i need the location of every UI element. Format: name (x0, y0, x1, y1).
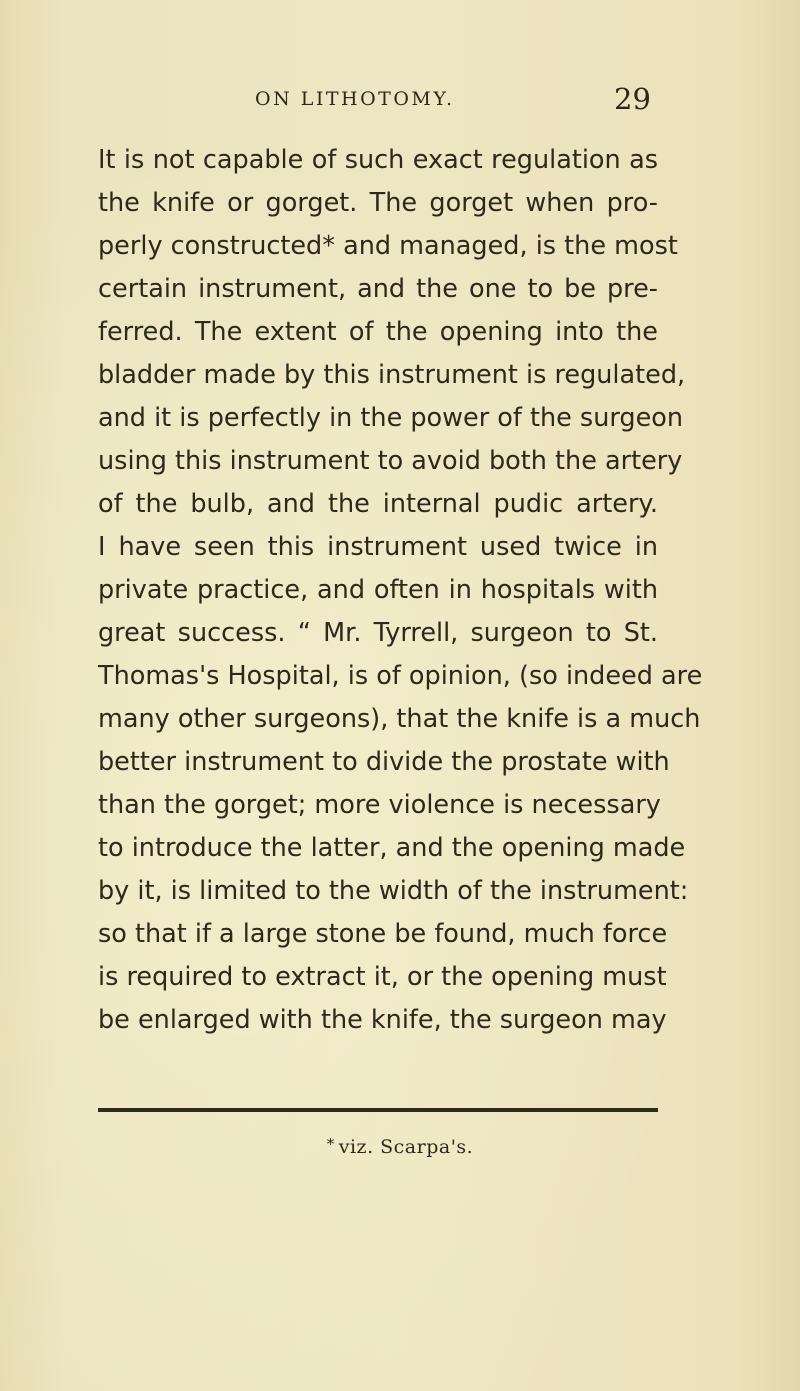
text-line: using this instrument to avoid both the artery (98, 446, 683, 476)
running-head (0, 82, 800, 122)
text-line: great success. “ Mr. Tyrrell, surgeon to St. (98, 618, 658, 648)
text-line: of the bulb, and the internal pudic artery. (98, 489, 658, 519)
body-text (98, 139, 703, 1042)
text-line: to introduce the latter, and the opening made (98, 833, 686, 863)
text-line: and it is perfectly in the power of the surgeon (98, 403, 684, 433)
text-line: than the gorget; more violence is necessary (98, 790, 661, 820)
footnote-mark: * (326, 1135, 335, 1153)
page-number: 29 (614, 82, 651, 116)
text-line: many other surgeons), that the knife is a much (98, 704, 701, 734)
text-line: so that if a large stone be found, much force (98, 919, 668, 949)
footnote-text: viz. Scarpa's. (338, 1136, 474, 1158)
text-line: is required to extract it, or the opening must (98, 962, 667, 992)
text-line: by it, is limited to the width of the instrument: (98, 876, 689, 906)
text-line: be enlarged with the knife, the surgeon may (98, 1005, 667, 1035)
footnote-rule (98, 1108, 658, 1112)
text-line: perly constructed* and managed, is the most (98, 231, 678, 261)
text-line: bladder made by this instrument is regulated, (98, 360, 686, 390)
running-head-title: ON LITHOTOMY. (255, 88, 455, 110)
footnote (0, 1135, 800, 1158)
text-line: better instrument to divide the prostate with (98, 747, 670, 777)
text-line: ferred. The extent of the opening into the (98, 317, 658, 347)
text-line: I have seen this instrument used twice in (98, 532, 658, 562)
text-line: the knife or gorget. The gorget when pro- (98, 188, 658, 218)
text-line: It is not capable of such exact regulation as (98, 145, 658, 175)
text-line: Thomas's Hospital, is of opinion, (so indeed are (98, 661, 703, 691)
text-line: certain instrument, and the one to be pre- (98, 274, 658, 304)
text-line: private practice, and often in hospitals with (98, 575, 658, 605)
